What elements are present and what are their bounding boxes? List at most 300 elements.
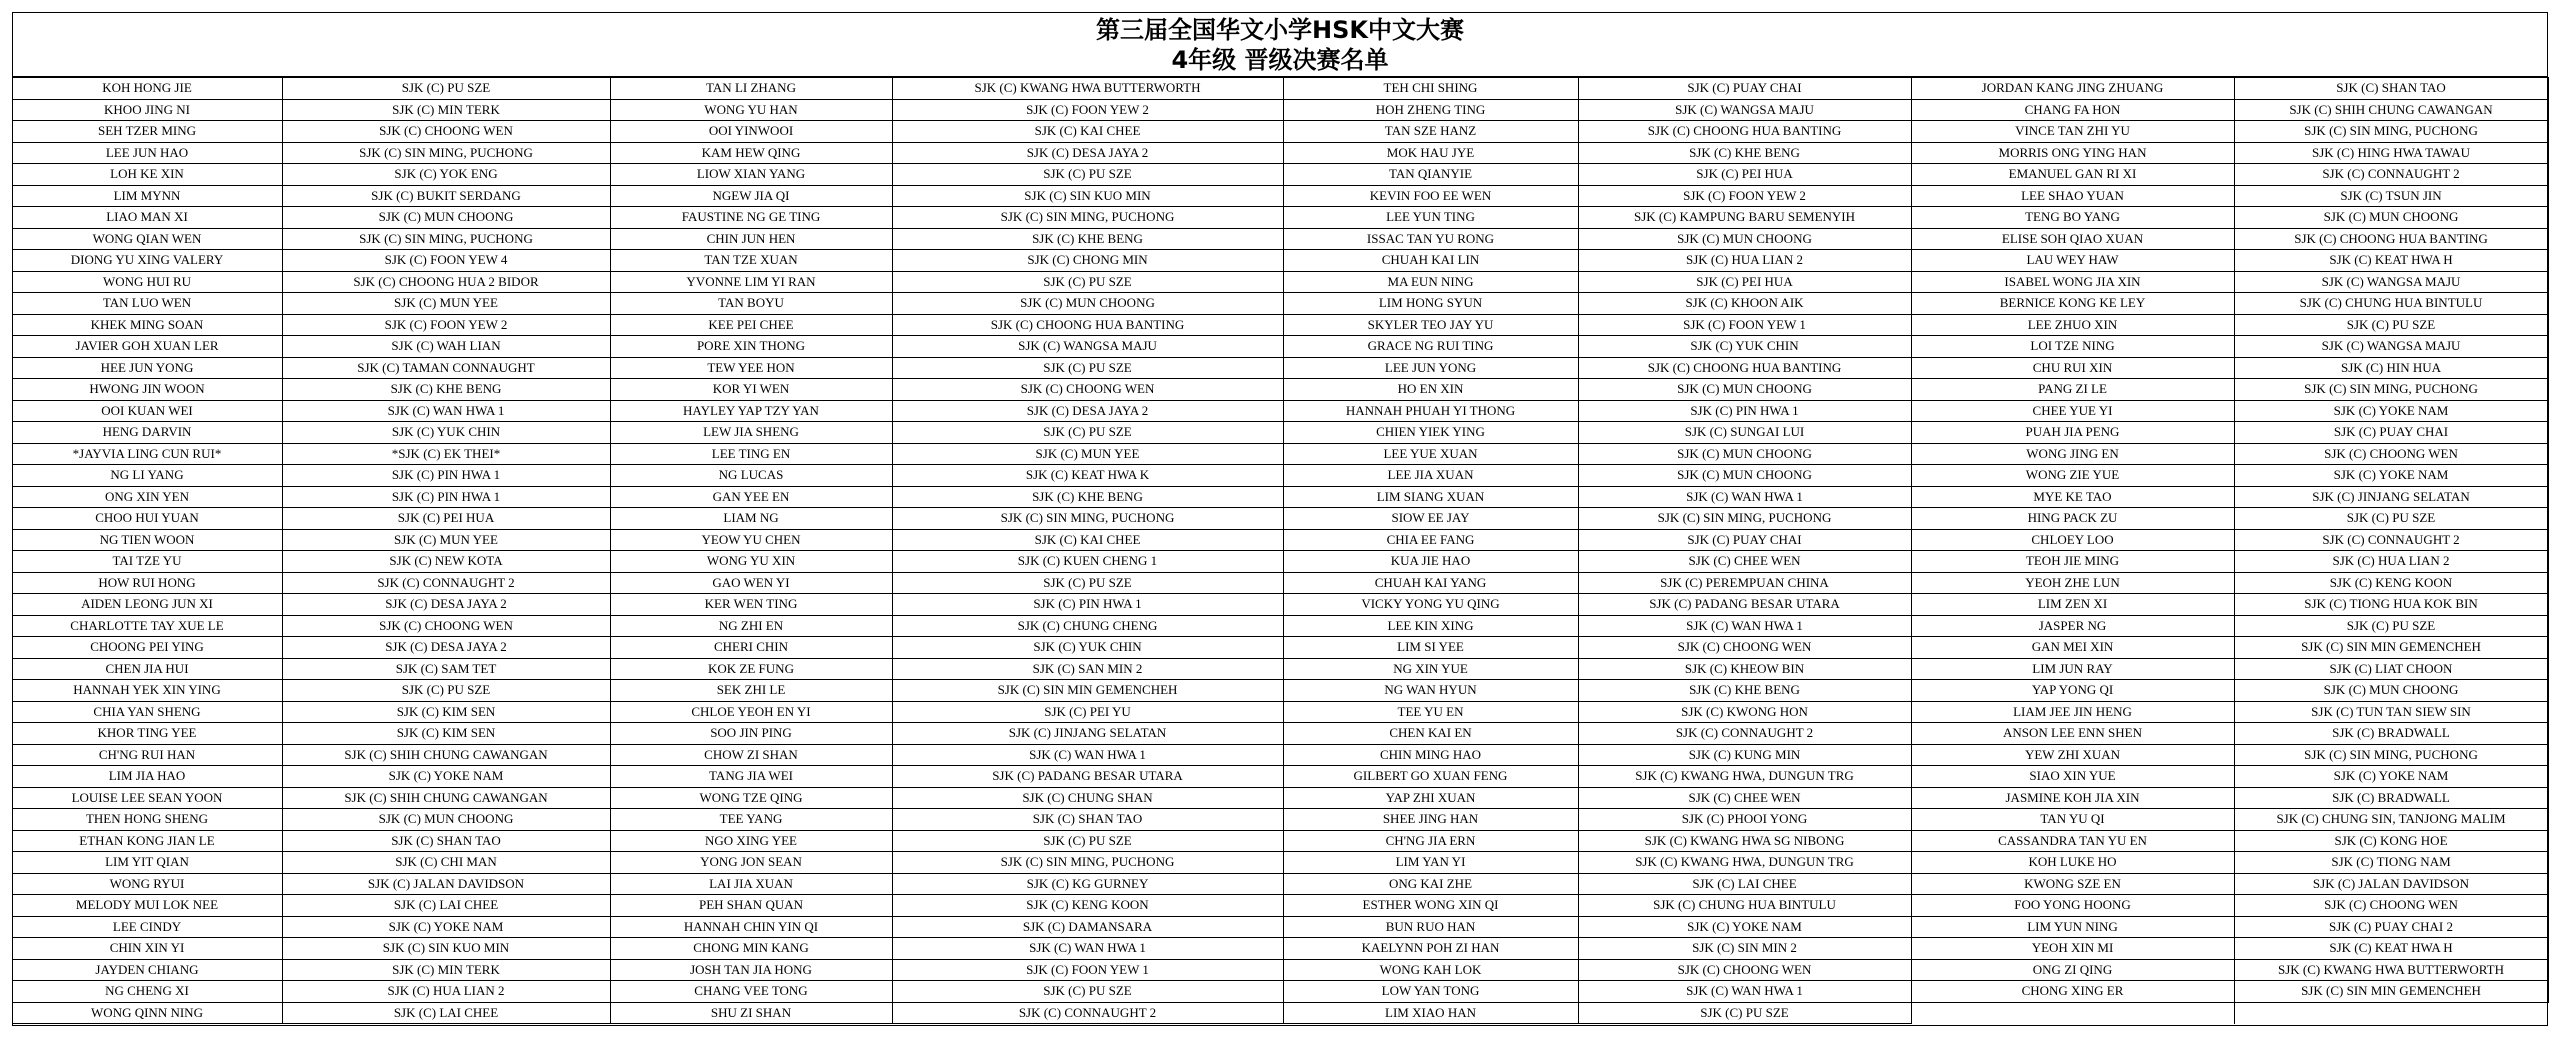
school-name-cell: SJK (C) CHOONG WEN (282, 121, 610, 143)
student-name-cell: LIM YIT QIAN (12, 852, 282, 874)
student-name-cell: LIAM JEE JIN HENG (1911, 701, 2234, 723)
student-name-cell: TEOH JIE MING (1911, 551, 2234, 573)
school-name-cell: SJK (C) SUNGAI LUI (1578, 422, 1911, 444)
table-row (12, 723, 2548, 745)
school-name-cell: SJK (C) YOKE NAM (282, 916, 610, 938)
table-row (12, 207, 2548, 229)
empty-cell (1911, 1002, 2234, 1024)
school-name-cell: SJK (C) PU SZE (892, 830, 1283, 852)
school-name-cell: SJK (C) PUAY CHAI (1578, 78, 1911, 100)
student-name-cell: PANG ZI LE (1911, 379, 2234, 401)
school-name-cell: SJK (C) CHUNG HUA BINTULU (1578, 895, 1911, 917)
school-name-cell: SJK (C) KHOON AIK (1578, 293, 1911, 315)
school-name-cell: SJK (C) WANGSA MAJU (2234, 271, 2548, 293)
table-row (12, 551, 2548, 573)
school-name-cell: SJK (C) CHUNG CHENG (892, 615, 1283, 637)
school-name-cell: SJK (C) CHEE WEN (1578, 551, 1911, 573)
school-name-cell: SJK (C) PU SZE (892, 164, 1283, 186)
school-name-cell: SJK (C) SIN MING, PUCHONG (282, 228, 610, 250)
student-name-cell: LEE JUN HAO (12, 142, 282, 164)
school-name-cell: SJK (C) KWANG HWA, DUNGUN TRG (1578, 852, 1911, 874)
school-name-cell: SJK (C) CONNAUGHT 2 (2234, 164, 2548, 186)
student-name-cell: YVONNE LIM YI RAN (610, 271, 892, 293)
school-name-cell: SJK (C) KIM SEN (282, 723, 610, 745)
student-name-cell: JASPER NG (1911, 615, 2234, 637)
student-name-cell: SKYLER TEO JAY YU (1283, 314, 1578, 336)
table-row (12, 400, 2548, 422)
school-name-cell: SJK (C) SIN MING, PUCHONG (2234, 379, 2548, 401)
school-name-cell: SJK (C) FOON YEW 2 (282, 314, 610, 336)
school-name-cell: SJK (C) TSUN JIN (2234, 185, 2548, 207)
student-name-cell: ELISE SOH QIAO XUAN (1911, 228, 2234, 250)
student-name-cell: YONG JON SEAN (610, 852, 892, 874)
school-name-cell: SJK (C) PU SZE (892, 422, 1283, 444)
school-name-cell: SJK (C) SIN KUO MIN (282, 938, 610, 960)
student-name-cell: OOI KUAN WEI (12, 400, 282, 422)
student-name-cell: CH'NG RUI HAN (12, 744, 282, 766)
student-name-cell: JOSH TAN JIA HONG (610, 959, 892, 981)
school-name-cell: SJK (C) KEAT HWA K (892, 465, 1283, 487)
school-name-cell: SJK (C) WANGSA MAJU (892, 336, 1283, 358)
school-name-cell: SJK (C) YOKE NAM (2234, 400, 2548, 422)
student-name-cell: DIONG YU XING VALERY (12, 250, 282, 272)
school-name-cell: SJK (C) PU SZE (892, 572, 1283, 594)
school-name-cell: SJK (C) FOON YEW 2 (1578, 185, 1911, 207)
school-name-cell: SJK (C) DESA JAYA 2 (282, 594, 610, 616)
student-name-cell: LIOW XIAN YANG (610, 164, 892, 186)
table-row (12, 1002, 2548, 1024)
school-name-cell: SJK (C) MUN CHOONG (2234, 207, 2548, 229)
student-name-cell: FAUSTINE NG GE TING (610, 207, 892, 229)
school-name-cell: SJK (C) CONNAUGHT 2 (892, 1002, 1283, 1024)
school-name-cell: SJK (C) MUN CHOONG (2234, 680, 2548, 702)
finalist-table-body (12, 78, 2548, 1024)
school-name-cell: SJK (C) WAN HWA 1 (1578, 615, 1911, 637)
student-name-cell: BERNICE KONG KE LEY (1911, 293, 2234, 315)
school-name-cell: SJK (C) HING HWA TAWAU (2234, 142, 2548, 164)
table-row (12, 787, 2548, 809)
student-name-cell: YAP YONG QI (1911, 680, 2234, 702)
school-name-cell: SJK (C) JALAN DAVIDSON (2234, 873, 2548, 895)
student-name-cell: SIAO XIN YUE (1911, 766, 2234, 788)
school-name-cell: SJK (C) CHOONG WEN (1578, 959, 1911, 981)
school-name-cell: SJK (C) BUKIT SERDANG (282, 185, 610, 207)
school-name-cell: SJK (C) CHOONG WEN (2234, 443, 2548, 465)
school-name-cell: SJK (C) KWANG HWA BUTTERWORTH (2234, 959, 2548, 981)
school-name-cell: SJK (C) PEI HUA (1578, 271, 1911, 293)
student-name-cell: WONG RYUI (12, 873, 282, 895)
table-row (12, 336, 2548, 358)
student-name-cell: MYE KE TAO (1911, 486, 2234, 508)
student-name-cell: HAYLEY YAP TZY YAN (610, 400, 892, 422)
student-name-cell: LOUISE LEE SEAN YOON (12, 787, 282, 809)
school-name-cell: SJK (C) MUN YEE (282, 293, 610, 315)
student-name-cell: KHEK MING SOAN (12, 314, 282, 336)
school-name-cell: SJK (C) SIN MING, PUCHONG (1578, 508, 1911, 530)
school-name-cell: SJK (C) MUN CHOONG (1578, 228, 1911, 250)
school-name-cell: SJK (C) PU SZE (892, 981, 1283, 1003)
student-name-cell: SHEE JING HAN (1283, 809, 1578, 831)
roster-sheet (12, 12, 2548, 1026)
table-row (12, 293, 2548, 315)
student-name-cell: CHONG MIN KANG (610, 938, 892, 960)
school-name-cell: SJK (C) CHOONG WEN (892, 379, 1283, 401)
school-name-cell: SJK (C) KEAT HWA H (2234, 250, 2548, 272)
school-name-cell: SJK (C) KAI CHEE (892, 121, 1283, 143)
student-name-cell: ONG XIN YEN (12, 486, 282, 508)
student-name-cell: HWONG JIN WOON (12, 379, 282, 401)
school-name-cell: SJK (C) WAN HWA 1 (282, 400, 610, 422)
table-row (12, 615, 2548, 637)
student-name-cell: HENG DARVIN (12, 422, 282, 444)
student-name-cell: WONG QIAN WEN (12, 228, 282, 250)
school-name-cell: SJK (C) SIN MING, PUCHONG (892, 852, 1283, 874)
table-row (12, 228, 2548, 250)
student-name-cell: CH'NG JIA ERN (1283, 830, 1578, 852)
student-name-cell: YEOH ZHE LUN (1911, 572, 2234, 594)
student-name-cell: KER WEN TING (610, 594, 892, 616)
student-name-cell: LEE JIA XUAN (1283, 465, 1578, 487)
student-name-cell: LAU WEY HAW (1911, 250, 2234, 272)
table-row (12, 766, 2548, 788)
student-name-cell: WONG JING EN (1911, 443, 2234, 465)
student-name-cell: LEE TING EN (610, 443, 892, 465)
student-name-cell: NGO XING YEE (610, 830, 892, 852)
school-name-cell: SJK (C) PU SZE (2234, 615, 2548, 637)
student-name-cell: LOI TZE NING (1911, 336, 2234, 358)
school-name-cell: SJK (C) SIN MIN GEMENCHEH (2234, 637, 2548, 659)
school-name-cell: SJK (C) HUA LIAN 2 (2234, 551, 2548, 573)
student-name-cell: THEN HONG SHENG (12, 809, 282, 831)
student-name-cell: SOO JIN PING (610, 723, 892, 745)
student-name-cell: TAN TZE XUAN (610, 250, 892, 272)
student-name-cell: ETHAN KONG JIAN LE (12, 830, 282, 852)
student-name-cell: PEH SHAN QUAN (610, 895, 892, 917)
student-name-cell: GAN MEI XIN (1911, 637, 2234, 659)
school-name-cell: SJK (C) KIM SEN (282, 701, 610, 723)
finalist-table (12, 77, 2549, 1024)
school-name-cell: SJK (C) KENG KOON (892, 895, 1283, 917)
school-name-cell: SJK (C) MUN YEE (282, 529, 610, 551)
school-name-cell: SJK (C) PU SZE (2234, 508, 2548, 530)
student-name-cell: LIM JIA HAO (12, 766, 282, 788)
school-name-cell: SJK (C) YOKE NAM (2234, 465, 2548, 487)
student-name-cell: CHEE YUE YI (1911, 400, 2234, 422)
student-name-cell: GRACE NG RUI TING (1283, 336, 1578, 358)
student-name-cell: GILBERT GO XUAN FENG (1283, 766, 1578, 788)
table-row (12, 164, 2548, 186)
school-name-cell: SJK (C) PEI HUA (282, 508, 610, 530)
school-name-cell: SJK (C) CHUNG SHAN (892, 787, 1283, 809)
school-name-cell: SJK (C) YOKE NAM (1578, 916, 1911, 938)
table-row (12, 465, 2548, 487)
student-name-cell: CHEN KAI EN (1283, 723, 1578, 745)
student-name-cell: LIM SIANG XUAN (1283, 486, 1578, 508)
student-name-cell: WONG ZIE YUE (1911, 465, 2234, 487)
school-name-cell: SJK (C) CHUNG HUA BINTULU (2234, 293, 2548, 315)
student-name-cell: BUN RUO HAN (1283, 916, 1578, 938)
student-name-cell: NG XIN YUE (1283, 658, 1578, 680)
school-name-cell: SJK (C) CHOONG WEN (282, 615, 610, 637)
student-name-cell: KOH LUKE HO (1911, 852, 2234, 874)
student-name-cell: LIM XIAO HAN (1283, 1002, 1578, 1024)
title-block (13, 13, 2547, 77)
school-name-cell: SJK (C) MIN TERK (282, 99, 610, 121)
school-name-cell: SJK (C) KHE BENG (892, 228, 1283, 250)
school-name-cell: SJK (C) HUA LIAN 2 (282, 981, 610, 1003)
school-name-cell: SJK (C) PADANG BESAR UTARA (892, 766, 1283, 788)
student-name-cell: VICKY YONG YU QING (1283, 594, 1578, 616)
school-name-cell: SJK (C) PHOOI YONG (1578, 809, 1911, 831)
school-name-cell: SJK (C) KWANG HWA, DUNGUN TRG (1578, 766, 1911, 788)
school-name-cell: SJK (C) MUN CHOONG (282, 809, 610, 831)
student-name-cell: CHUAH KAI YANG (1283, 572, 1578, 594)
table-row (12, 443, 2548, 465)
student-name-cell: LEE JUN YONG (1283, 357, 1578, 379)
school-name-cell: SJK (C) KEAT HWA H (2234, 938, 2548, 960)
school-name-cell: SJK (C) WAH LIAN (282, 336, 610, 358)
competition-title: 第三届全国华文小学HSK中文大赛 (1096, 16, 1464, 44)
student-name-cell: ONG KAI ZHE (1283, 873, 1578, 895)
school-name-cell: SJK (C) PUAY CHAI 2 (2234, 916, 2548, 938)
student-name-cell: LIM YAN YI (1283, 852, 1578, 874)
school-name-cell: SJK (C) KHE BENG (282, 379, 610, 401)
school-name-cell: SJK (C) SIN MIN GEMENCHEH (892, 680, 1283, 702)
student-name-cell: CHERI CHIN (610, 637, 892, 659)
table-row (12, 99, 2548, 121)
student-name-cell: HEE JUN YONG (12, 357, 282, 379)
student-name-cell: WONG QINN NING (12, 1002, 282, 1024)
school-name-cell: SJK (C) PIN HWA 1 (892, 594, 1283, 616)
student-name-cell: HOW RUI HONG (12, 572, 282, 594)
school-name-cell: SJK (C) SHIH CHUNG CAWANGAN (282, 787, 610, 809)
school-name-cell: SJK (C) KHE BENG (1578, 680, 1911, 702)
school-name-cell: SJK (C) YUK CHIN (892, 637, 1283, 659)
school-name-cell: SJK (C) KHE BENG (1578, 142, 1911, 164)
finalist-subtitle: 4年级 晋级决赛名单 (1171, 46, 1389, 74)
student-name-cell: *JAYVIA LING CUN RUI* (12, 443, 282, 465)
school-name-cell: SJK (C) YUK CHIN (282, 422, 610, 444)
student-name-cell: KAELYNN POH ZI HAN (1283, 938, 1578, 960)
school-name-cell: SJK (C) KWANG HWA SG NIBONG (1578, 830, 1911, 852)
student-name-cell: PUAH JIA PENG (1911, 422, 2234, 444)
table-row (12, 486, 2548, 508)
school-name-cell: SJK (C) HUA LIAN 2 (1578, 250, 1911, 272)
school-name-cell: SJK (C) KAMPUNG BARU SEMENYIH (1578, 207, 1911, 229)
table-row (12, 895, 2548, 917)
school-name-cell: SJK (C) SAM TET (282, 658, 610, 680)
school-name-cell: SJK (C) PU SZE (282, 78, 610, 100)
school-name-cell: SJK (C) MUN CHOONG (1578, 443, 1911, 465)
school-name-cell: SJK (C) BRADWALL (2234, 787, 2548, 809)
school-name-cell: SJK (C) YOKE NAM (2234, 766, 2548, 788)
student-name-cell: SEH TZER MING (12, 121, 282, 143)
school-name-cell: SJK (C) KHE BENG (892, 486, 1283, 508)
school-name-cell: SJK (C) KWONG HON (1578, 701, 1911, 723)
student-name-cell: ESTHER WONG XIN QI (1283, 895, 1578, 917)
student-name-cell: TEE YU EN (1283, 701, 1578, 723)
student-name-cell: GAN YEE EN (610, 486, 892, 508)
school-name-cell: SJK (C) PEREMPUAN CHINA (1578, 572, 1911, 594)
table-row (12, 852, 2548, 874)
school-name-cell: SJK (C) SHAN TAO (2234, 78, 2548, 100)
school-name-cell: SJK (C) HIN HUA (2234, 357, 2548, 379)
student-name-cell: CHANG FA HON (1911, 99, 2234, 121)
student-name-cell: NG WAN HYUN (1283, 680, 1578, 702)
school-name-cell: SJK (C) SHIH CHUNG CAWANGAN (2234, 99, 2548, 121)
student-name-cell: YEOH XIN MI (1911, 938, 2234, 960)
school-name-cell: SJK (C) FOON YEW 4 (282, 250, 610, 272)
school-name-cell: SJK (C) CHOONG WEN (2234, 895, 2548, 917)
school-name-cell: SJK (C) JALAN DAVIDSON (282, 873, 610, 895)
student-name-cell: LIM ZEN XI (1911, 594, 2234, 616)
school-name-cell: SJK (C) TUN TAN SIEW SIN (2234, 701, 2548, 723)
school-name-cell: SJK (C) LAI CHEE (282, 1002, 610, 1024)
table-row (12, 701, 2548, 723)
school-name-cell: SJK (C) CHUNG SIN, TANJONG MALIM (2234, 809, 2548, 831)
student-name-cell: FOO YONG HOONG (1911, 895, 2234, 917)
school-name-cell: SJK (C) CHOONG HUA BANTING (2234, 228, 2548, 250)
school-name-cell: SJK (C) SHAN TAO (282, 830, 610, 852)
school-name-cell: SJK (C) PU SZE (282, 680, 610, 702)
student-name-cell: KAM HEW QING (610, 142, 892, 164)
student-name-cell: KEVIN FOO EE WEN (1283, 185, 1578, 207)
school-name-cell: SJK (C) CHOONG HUA BANTING (892, 314, 1283, 336)
student-name-cell: ONG ZI QING (1911, 959, 2234, 981)
school-name-cell: SJK (C) SIN KUO MIN (892, 185, 1283, 207)
student-name-cell: CHIN MING HAO (1283, 744, 1578, 766)
school-name-cell: SJK (C) CHI MAN (282, 852, 610, 874)
school-name-cell: SJK (C) CHOONG HUA BANTING (1578, 357, 1911, 379)
student-name-cell: CHARLOTTE TAY XUE LE (12, 615, 282, 637)
student-name-cell: KOH HONG JIE (12, 78, 282, 100)
school-name-cell: SJK (C) CHOONG WEN (1578, 637, 1911, 659)
school-name-cell: SJK (C) KENG KOON (2234, 572, 2548, 594)
student-name-cell: LIAO MAN XI (12, 207, 282, 229)
student-name-cell: HO EN XIN (1283, 379, 1578, 401)
student-name-cell: CHIA YAN SHENG (12, 701, 282, 723)
school-name-cell: SJK (C) DESA JAYA 2 (892, 142, 1283, 164)
school-name-cell: SJK (C) SIN MING, PUCHONG (2234, 744, 2548, 766)
student-name-cell: YAP ZHI XUAN (1283, 787, 1578, 809)
student-name-cell: ISABEL WONG JIA XIN (1911, 271, 2234, 293)
school-name-cell: SJK (C) PIN HWA 1 (282, 486, 610, 508)
school-name-cell: *SJK (C) EK THEI* (282, 443, 610, 465)
school-name-cell: SJK (C) PU SZE (2234, 314, 2548, 336)
student-name-cell: LOW YAN TONG (1283, 981, 1578, 1003)
school-name-cell: SJK (C) FOON YEW 1 (892, 959, 1283, 981)
school-name-cell: SJK (C) CHOONG HUA 2 BIDOR (282, 271, 610, 293)
school-name-cell: SJK (C) LAI CHEE (282, 895, 610, 917)
school-name-cell: SJK (C) JINJANG SELATAN (2234, 486, 2548, 508)
table-row (12, 981, 2548, 1003)
student-name-cell: WONG KAH LOK (1283, 959, 1578, 981)
school-name-cell: SJK (C) SHAN TAO (892, 809, 1283, 831)
student-name-cell: TAN LUO WEN (12, 293, 282, 315)
school-name-cell: SJK (C) SHIH CHUNG CAWANGAN (282, 744, 610, 766)
student-name-cell: CHOONG PEI YING (12, 637, 282, 659)
school-name-cell: SJK (C) WAN HWA 1 (892, 744, 1283, 766)
school-name-cell: SJK (C) TAMAN CONNAUGHT (282, 357, 610, 379)
student-name-cell: CHUAH KAI LIN (1283, 250, 1578, 272)
student-name-cell: SIOW EE JAY (1283, 508, 1578, 530)
school-name-cell: SJK (C) KUNG MIN (1578, 744, 1911, 766)
school-name-cell: SJK (C) SIN MING, PUCHONG (2234, 121, 2548, 143)
table-row (12, 250, 2548, 272)
student-name-cell: TAN LI ZHANG (610, 78, 892, 100)
student-name-cell: HANNAH CHIN YIN QI (610, 916, 892, 938)
student-name-cell: CASSANDRA TAN YU EN (1911, 830, 2234, 852)
school-name-cell: SJK (C) TIONG NAM (2234, 852, 2548, 874)
student-name-cell: NG LUCAS (610, 465, 892, 487)
school-name-cell: SJK (C) CHOONG HUA BANTING (1578, 121, 1911, 143)
school-name-cell: SJK (C) MUN CHOONG (1578, 465, 1911, 487)
table-row (12, 809, 2548, 831)
table-row (12, 78, 2548, 100)
student-name-cell: TEH CHI SHING (1283, 78, 1578, 100)
student-name-cell: TANG JIA WEI (610, 766, 892, 788)
table-row (12, 422, 2548, 444)
school-name-cell: SJK (C) LIAT CHOON (2234, 658, 2548, 680)
school-name-cell: SJK (C) PEI YU (892, 701, 1283, 723)
student-name-cell: CHU RUI XIN (1911, 357, 2234, 379)
school-name-cell: SJK (C) DESA JAYA 2 (892, 400, 1283, 422)
student-name-cell: LEE YUE XUAN (1283, 443, 1578, 465)
student-name-cell: TAN SZE HANZ (1283, 121, 1578, 143)
empty-cell (2234, 1002, 2548, 1024)
student-name-cell: LEW JIA SHENG (610, 422, 892, 444)
student-name-cell: TAI TZE YU (12, 551, 282, 573)
school-name-cell: SJK (C) PIN HWA 1 (1578, 400, 1911, 422)
student-name-cell: LIM JUN RAY (1911, 658, 2234, 680)
table-row (12, 658, 2548, 680)
school-name-cell: SJK (C) PEI HUA (1578, 164, 1911, 186)
table-row (12, 680, 2548, 702)
student-name-cell: WONG YU HAN (610, 99, 892, 121)
school-name-cell: SJK (C) PUAY CHAI (1578, 529, 1911, 551)
student-name-cell: LEE YUN TING (1283, 207, 1578, 229)
student-name-cell: LEE CINDY (12, 916, 282, 938)
student-name-cell: KWONG SZE EN (1911, 873, 2234, 895)
student-name-cell: SHU ZI SHAN (610, 1002, 892, 1024)
student-name-cell: CHANG VEE TONG (610, 981, 892, 1003)
student-name-cell: LEE SHAO YUAN (1911, 185, 2234, 207)
school-name-cell: SJK (C) KUEN CHENG 1 (892, 551, 1283, 573)
student-name-cell: LEE ZHUO XIN (1911, 314, 2234, 336)
student-name-cell: MOK HAU JYE (1283, 142, 1578, 164)
student-name-cell: TENG BO YANG (1911, 207, 2234, 229)
school-name-cell: SJK (C) PU SZE (892, 357, 1283, 379)
school-name-cell: SJK (C) KHEOW BIN (1578, 658, 1911, 680)
school-name-cell: SJK (C) KONG HOE (2234, 830, 2548, 852)
student-name-cell: NGEW JIA QI (610, 185, 892, 207)
student-name-cell: ISSAC TAN YU RONG (1283, 228, 1578, 250)
student-name-cell: CHLOE YEOH EN YI (610, 701, 892, 723)
school-name-cell: SJK (C) MUN CHOONG (282, 207, 610, 229)
student-name-cell: NG CHENG XI (12, 981, 282, 1003)
student-name-cell: YEW ZHI XUAN (1911, 744, 2234, 766)
student-name-cell: JORDAN KANG JING ZHUANG (1911, 78, 2234, 100)
student-name-cell: JAYDEN CHIANG (12, 959, 282, 981)
table-row (12, 508, 2548, 530)
student-name-cell: LIM MYNN (12, 185, 282, 207)
school-name-cell: SJK (C) TIONG HUA KOK BIN (2234, 594, 2548, 616)
school-name-cell: SJK (C) YOK ENG (282, 164, 610, 186)
school-name-cell: SJK (C) KG GURNEY (892, 873, 1283, 895)
table-row (12, 271, 2548, 293)
student-name-cell: CHEN JIA HUI (12, 658, 282, 680)
student-name-cell: CHIN JUN HEN (610, 228, 892, 250)
